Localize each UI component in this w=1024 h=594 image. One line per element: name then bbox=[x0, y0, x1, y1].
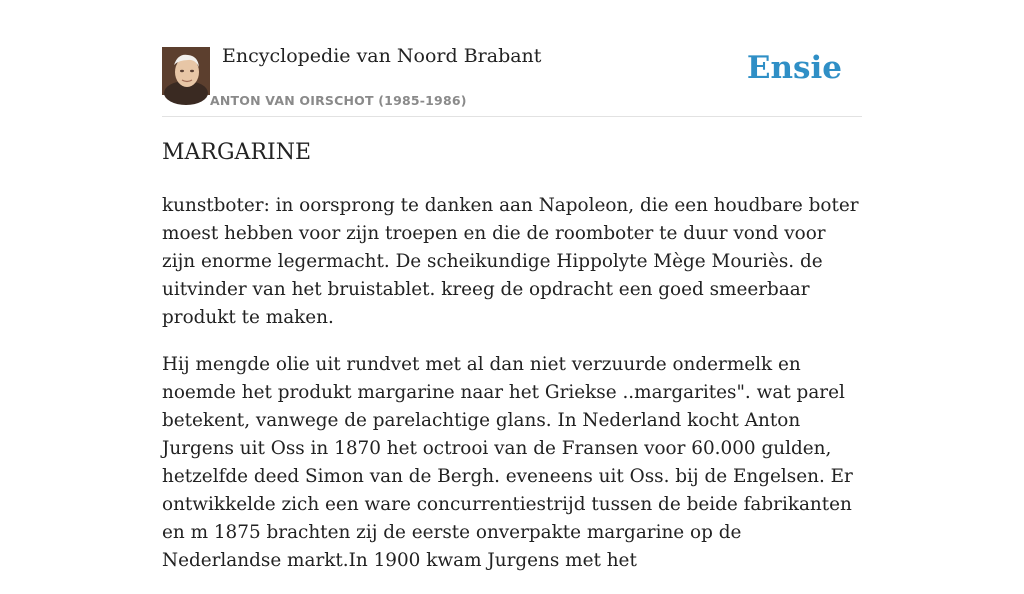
author-avatar[interactable] bbox=[162, 47, 210, 95]
author-credit[interactable]: ANTON VAN OIRSCHOT (1985-1986) bbox=[210, 93, 467, 108]
ensie-logo[interactable]: Ensie bbox=[746, 50, 842, 86]
encyclopedia-title-link[interactable]: Encyclopedie van Noord Brabant bbox=[222, 45, 542, 67]
entry-title: MARGARINE bbox=[162, 140, 312, 165]
author-portrait-image bbox=[162, 47, 210, 95]
entry-paragraph: kunstboter: in oorsprong te danken aan Napoleon, die een houdbare boter moest hebben voor zijn troepen en die de roomboter te duur vond voor zijn enorme legermacht. De scheikundige Hippolyte Mège Mouriès. de uitvinder van het bruistablet. kreeg de opdracht een goed smeerbaar produkt te maken. bbox=[162, 195, 859, 328]
entry-header bbox=[162, 44, 862, 117]
entry-paragraph: Hij mengde olie uit rundvet met al dan niet verzuurde ondermelk en noemde het produkt margarine naar het Griekse ..margarites". wat parel betekent, vanwege de parelachtige glans. In Nederland kocht Anton Jurgens uit Oss in 1870 het octrooi van de Fransen voor 60.000 gulden, hetzelfde deed Simon van de Bergh. eveneens uit Oss. bij de Engelsen. Er ontwikkelde zich een ware concurrentiestrijd tussen de beide fabrikanten en m 1875 brachten zij de eerste onverpakte margarine op de Nederlandse markt.In 1900 kwam Jurgens met het bbox=[162, 354, 853, 571]
entry-body bbox=[162, 192, 862, 594]
